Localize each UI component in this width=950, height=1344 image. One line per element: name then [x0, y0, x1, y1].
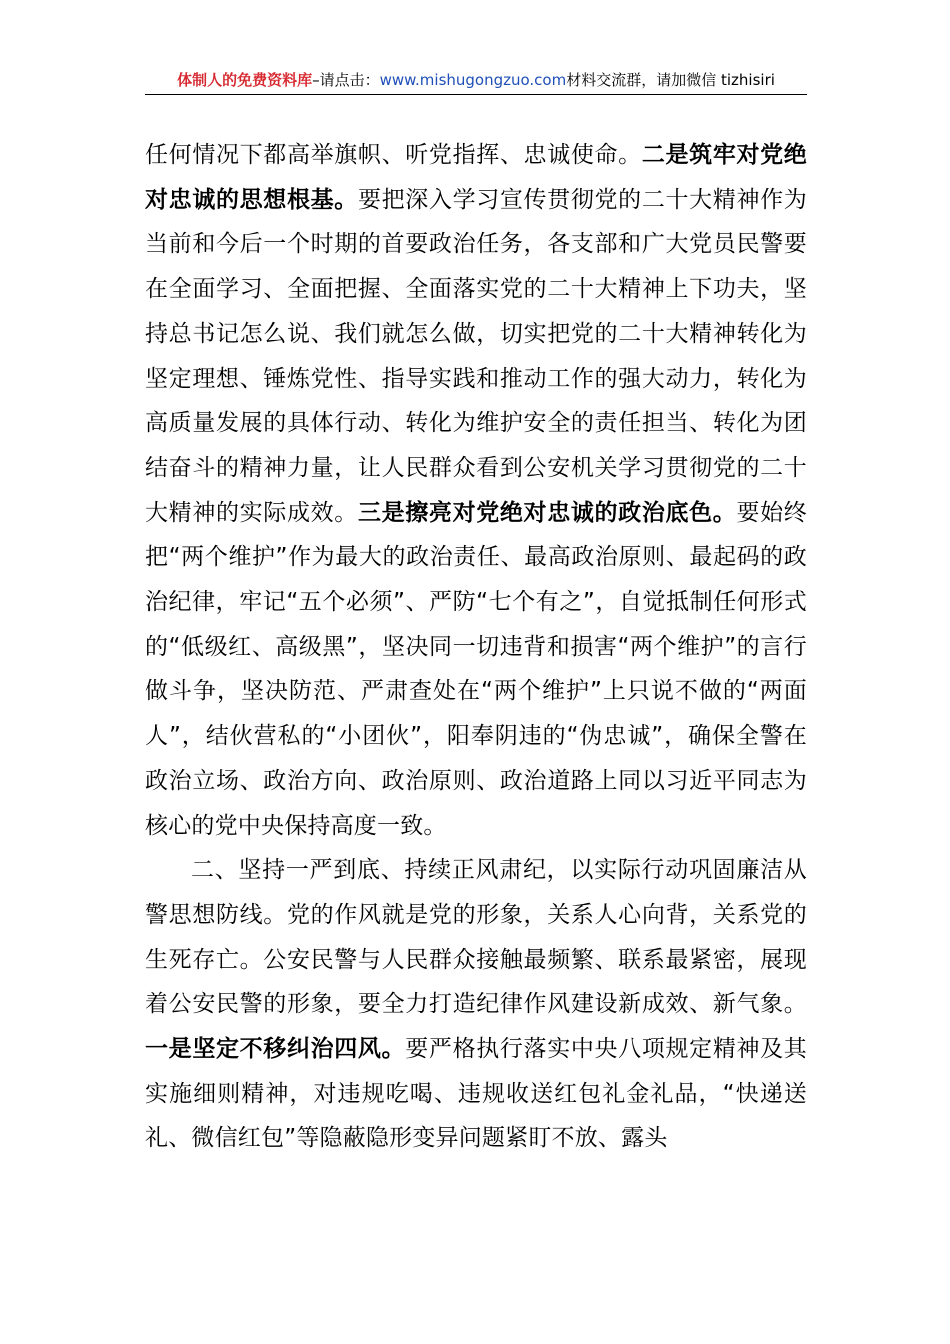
paragraph-2-segment-1: 二、坚持一严到底、持续正风肃纪，以实际行动巩固廉洁从警思想防线。党的作风就是党的形象，关系人心向背，关系党的生死存亡。公安民警与人民群众接触最频繁、联系最紧密，展现着公安民警的形象，要全力打造纪律作风建设新成效、新气象。 — [145, 857, 807, 1018]
page-header — [145, 66, 807, 95]
paragraph-2 — [145, 848, 807, 1161]
paragraph-1-segment-3: 要把深入学习宣传贯彻党的二十大精神作为当前和今后一个时期的首要政治任务，各支部和广大党员民警要在全面学习、全面把握、全面落实党的二十大精神上下功夫，坚持总书记怎么说、我们就怎么做，切实把党的二十大精神转化为坚定理想、锤炼党性、指导实践和推动工作的强大动力，转化为高质量发展的具体行动、转化为维护安全的责任担当、转化为团结奋斗的精神力量，让人民群众看到公安机关学习贯彻党的二十大精神的实际成效。 — [145, 186, 807, 526]
paragraph-2-segment-3: 要严格执行落实中央八项规定精神及其实施细则精神，对违规吃喝、违规收送红包礼金礼品，“快递送礼、微信红包”等隐蔽隐形变异问题紧盯不放、露头 — [145, 1036, 807, 1152]
paragraph-1-bold-heading-3: 三是擦亮对党绝对忠诚的政治底色。 — [357, 499, 737, 526]
header-tail-text: 材料交流群，请加微信 tizhisiri — [566, 71, 775, 89]
paragraph-1 — [145, 133, 807, 848]
header-url-link[interactable]: www.mishugongzuo.com — [379, 71, 567, 89]
paragraph-1-bold-heading-2: 二是筑牢对党绝对忠诚的思想根基。 — [145, 142, 807, 213]
header-click-text: –请点击： — [312, 71, 380, 89]
document-body — [145, 133, 807, 1161]
paragraph-1-segment-5: 要始终把“两个维护”作为最大的政治责任、最高政治原则、最起码的政治纪律，牢记“五个必须”、严防“七个有之”，自觉抵制任何形式的“低级红、高级黑”，坚决同一切违背和损害“两个维护”的言行做斗争，坚决防范、严肃查处在“两个维护”上只说不做的“两面人”，结伙营私的“小团伙”，阳奉阴违的“伪忠诚”，确保全警在政治立场、政治方向、政治原则、政治道路上同以习近平同志为核心的党中央保持高度一致。 — [145, 499, 808, 839]
paragraph-1-segment-1: 任何情况下都高举旗帜、听党指挥、忠诚使命。 — [145, 142, 642, 168]
paragraph-2-bold-heading-1: 一是坚定不移纠治四风。 — [145, 1036, 406, 1063]
header-site-name: 体制人的免费资料库 — [177, 71, 313, 89]
